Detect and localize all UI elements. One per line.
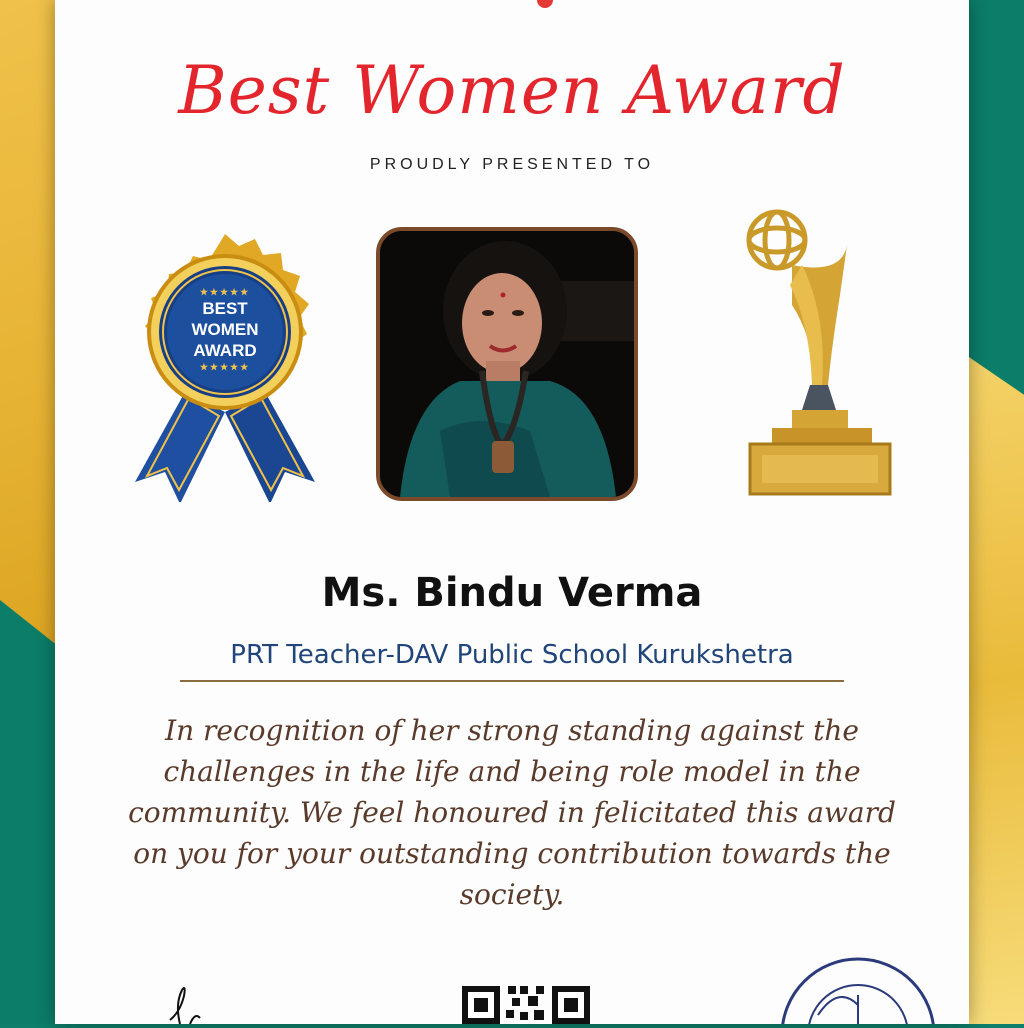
badge-stars-bottom: ★★★★★ <box>199 362 251 372</box>
award-badge-icon <box>115 232 335 502</box>
recipient-photo <box>376 227 638 501</box>
trophy-icon <box>732 205 902 505</box>
badge-line-2: WOMEN <box>191 320 259 339</box>
presented-to-subtitle: PROUDLY PRESENTED TO <box>369 156 655 173</box>
recipient-name: Ms. Bindu Verma <box>321 570 703 616</box>
signature-icon <box>150 984 230 1024</box>
citation-text: In recognition of her strong standing against the challenges in the life and being role model in the community. We feel honoured in felicitated this award on you for your outstanding contribution towards the society. <box>128 714 896 911</box>
badge-line-1: BEST <box>202 299 248 318</box>
badge-line-3: AWARD <box>193 341 257 360</box>
qr-code-icon <box>462 984 590 1024</box>
seal-icon <box>778 955 938 1024</box>
recipient-role: PRT Teacher-DAV Public School Kurukshetra <box>180 640 844 682</box>
certificate-title: Best Women Award <box>178 52 846 129</box>
badge-stars-top: ★★★★★ <box>199 287 251 297</box>
